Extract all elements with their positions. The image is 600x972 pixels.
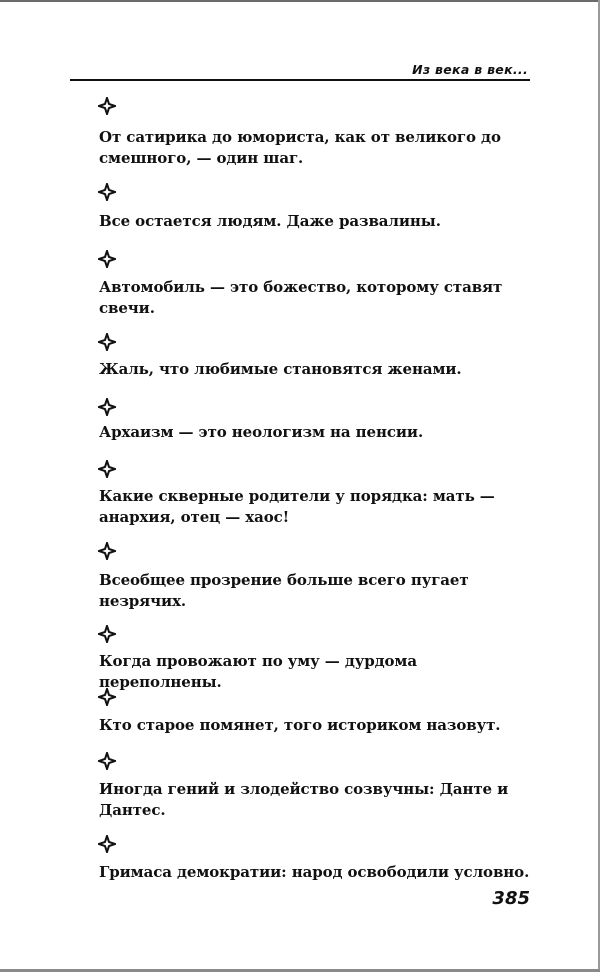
four-point-star-icon [98, 398, 116, 416]
four-point-star-icon [98, 835, 116, 853]
quote-text: Какие скверные родители у порядка: мать — анархия, отец — хаос! [99, 487, 495, 526]
four-point-star-icon [98, 688, 116, 706]
quote-text: Архаизм — это неологизм на пенсии. [99, 423, 424, 441]
quote-text: Жаль, что любимые становятся женами. [99, 360, 462, 378]
quote-text: От сатирика до юмориста, как от великого до смешного, — один шаг. [99, 128, 501, 167]
four-point-star-icon [98, 542, 116, 560]
scan-border-top [0, 0, 600, 2]
page-number: 385 [492, 888, 530, 909]
four-point-star-icon [98, 460, 116, 478]
four-point-star-icon [98, 250, 116, 268]
quote-text: Автомобиль — это божество, которому ставят свечи. [99, 278, 503, 317]
quote-text: Когда провожают по уму — дурдома переполнены. [99, 652, 417, 691]
four-point-star-icon [98, 333, 116, 351]
header-rule [70, 79, 530, 81]
quote-text: Гримаса демократии: народ освободили условно. [99, 863, 530, 881]
quote-text: Всеобщее прозрение больше всего пугает незрячих. [99, 571, 469, 610]
four-point-star-icon [98, 97, 116, 115]
running-head: Из века в век... [412, 62, 528, 77]
four-point-star-icon [98, 752, 116, 770]
quote-text: Иногда гений и злодейство созвучны: Данте и Дантес. [99, 780, 509, 819]
quote-text: Кто старое помянет, того историком назовут. [99, 716, 501, 734]
four-point-star-icon [98, 625, 116, 643]
four-point-star-icon [98, 183, 116, 201]
quote-text: Все остается людям. Даже развалины. [99, 212, 441, 230]
